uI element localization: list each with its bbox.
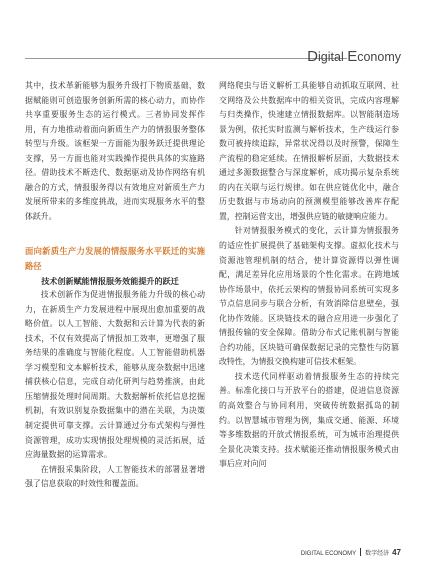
header-rule [25,58,347,59]
header-title-rest-1: igital [318,50,348,64]
left-paragraph-1: 其中，技术革新能够为服务升级打下物质基础，数据赋能则可创造服务创新所需的核心动力，而协作共享重要服务生态的运行模式。三者协同发挥作用，有力地推动着面向新质生产力的情报服务整体转型与升级。该框架一方面能为服务跃迁提供理论支撑，另一方面也能对实践操作提供具体的实施路径。借助技术不断迭代、数据驱动及协作网络有机融合的方式，情报服务得以有效地应对新质生产力发展所带来的多维度挑战，进而实现服务水平的整体跃升。 [25,81,205,221]
right-paragraph-2: 针对情报服务模式的变化，云计算为情报服务的适应性扩展提供了基础架构支撑。虚拟化技术与资源池管理机制的结合，使计算资源得以弹性调配，满足差异化应用场景的个性化需求。在跨地域协作场景中，依托云架构的情报协同系统可实现多节点信息同步与联合分析，有效消除信息壁垒，强化协作效能。区块链技术的融合应用进一步强化了情报传输的安全保障。借助分布式记账机制与智能合约功能，区块链可确保数据记录的完整性与防篡改特性，为情报交换构建可信技术框架。 [219,226,399,367]
right-paragraph-1: 网络爬虫与语义解析工具能够自动抓取互联网、社交网络及公共数据库中的相关资讯，完成内容理解与归类操作，快速建立情报数据库。以智能制造场景为例，依托实时监测与解析技术，生产线运行参数可被持续追踪，异常状况得以及时预警，保障生产流程的稳定延续。在情报解析层面，大数据技术通过多源数据整合与深度解析，成功揭示复杂系统的内在关联与运行规律。如在供应链优化中，融合历史数据与市场动向的预测模型能够改善库存配置，控制运营支出，增强供应链的敏捷响应能力。 [219,81,399,221]
page-footer [301,547,401,560]
right-paragraph-3: 技术迭代同样驱动着情报服务生态的持续完善。标准化接口与开放平台的搭建，促进信息资源的高效整合与协同利用，突破传统数据孤岛的制约。以智慧城市管理为例，集成交通、能源、环境等多维数据的开放式情报系统，可为城市治理提供全景化决策支持。技术赋能还推动情报服务模式由事后应对向问 [219,371,399,469]
left-paragraph-2: 技术创新作为促进情报服务能力升级的核心动力，在新质生产力发展进程中展现出愈加重要的战略价值。以人工智能、大数据和云计算为代表的新技术，不仅有效提高了情报加工效率，更增强了服务结果的准确度与智能化程度。人工智能借助机器学习模型和文本解析技术，能够从庞杂数据中迅速捕获核心信息，完成自动化研判与趋势推演，由此压缩情报处理时间周期。大数据解析依托信息挖掘机制，有效识别复杂数据集中的潜在关联，为决策制定提供可靠支撑。云计算通过分布式架构与弹性资源管理，成功实现情报处理规模的灵活拓展，适应海量数据的运算需求。 [25,290,205,460]
footer-magazine-cn: 数字经济 [365,551,390,557]
section-title: 面向新质生产力发展的情报服务水平跃迁的实施路径 [25,246,205,272]
header-title-rest-2: conomy [357,50,401,64]
sub-title: 技术创新赋能情报服务效能提升的跃迁 [41,275,179,286]
header-title-e: E [347,48,358,65]
right-column [219,79,399,472]
header-title [307,49,401,65]
footer-magazine-en: DIGITAL ECONOMY [300,551,357,557]
left-paragraph-3: 在情报采集阶段，人工智能技术的部署显著增强了信息获取的时效性和覆盖面。 [25,464,205,489]
header-title-d: D [307,48,319,65]
left-column [25,79,205,492]
footer-separator [360,548,361,556]
page-number: 47 [392,548,401,557]
